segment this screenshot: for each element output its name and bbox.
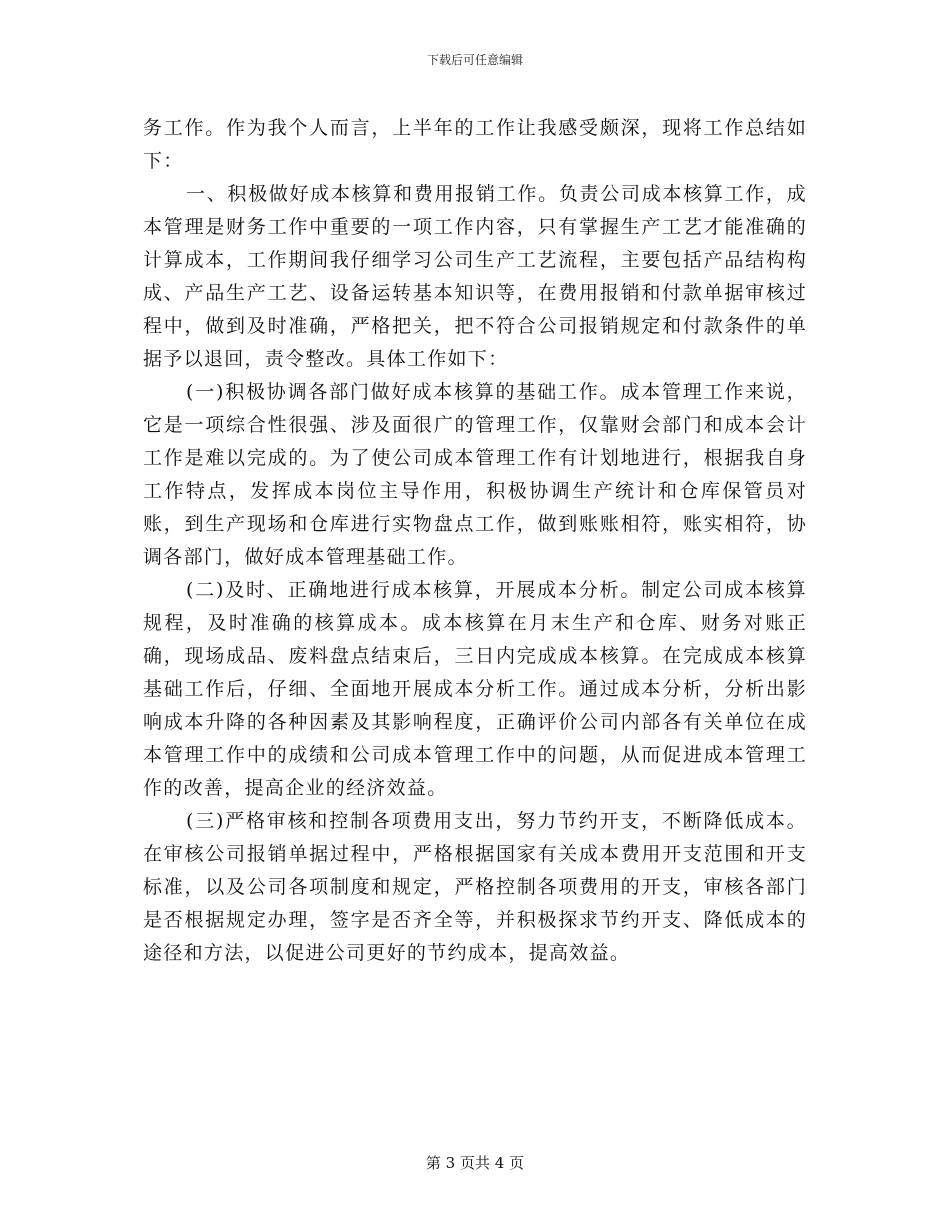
paragraph-item-three: (三)严格审核和控制各项费用支出，努力节约开支，不断降低成本。在审核公司报销单据过程中，严格根据国家有关成本费用开支范围和开支标准，以及公司各项制度和规定，严格控制各项费用的开支，审核各部门是否根据规定办理，签字是否齐全等，并积极探求节约开支、降低成本的途径和方法，以促进公司更好的节约成本，提高效益。 — [143, 810, 807, 964]
page-number: 第 3 页共 4 页 — [425, 1154, 525, 1172]
paragraph-item-one: (一)积极协调各部门做好成本核算的基础工作。成本管理工作来说，它是一项综合性很强、涉及面很广的管理工作，仅靠财会部门和成本会计工作是难以完成的。为了使公司成本管理工作有计划地进行，根据我自身工作特点，发挥成本岗位主导作用，积极协调生产统计和仓库保管员对账，到生产现场和仓库进行实物盘点工作，做到账账相符，账实相符，协调各部门，做好成本管理基础工作。 — [143, 381, 807, 568]
paragraph-continuation: 务工作。作为我个人而言，上半年的工作让我感受颇深，现将工作总结如下： — [143, 117, 807, 172]
page-header-note: 下载后可任意编辑 — [426, 53, 523, 67]
paragraph-section-one: 一、积极做好成本核算和费用报销工作。负责公司成本核算工作，成本管理是财务工作中重要的一项工作内容，只有掌握生产工艺才能准确的计算成本，工作期间我仔细学习公司生产工艺流程，主要包括产品结构构成、产品生产工艺、设备运转基本知识等，在费用报销和付款单据审核过程中，做到及时准确，严格把关，把不符合公司报销规定和付款条件的单据予以退回，责令整改。具体工作如下： — [143, 183, 807, 370]
document-body — [143, 112, 807, 970]
paragraph-item-two: (二)及时、正确地进行成本核算，开展成本分析。制定公司成本核算规程，及时准确的核算成本。成本核算在月末生产和仓库、财务对账正确，现场成品、废料盘点结束后，三日内完成成本核算。在完成成本核算基础工作后，仔细、全面地开展成本分析工作。通过成本分析，分析出影响成本升降的各种因素及其影响程度，正确评价公司内部各有关单位在成本管理工作中的成绩和公司成本管理工作中的问题，从而促进成本管理工作的改善，提高企业的经济效益。 — [143, 579, 807, 799]
